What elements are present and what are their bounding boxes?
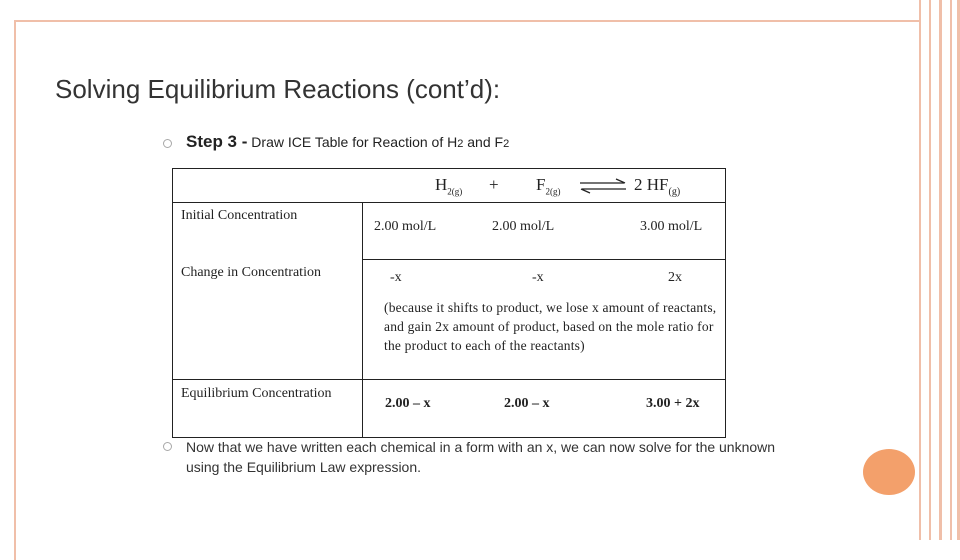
bullet-icon <box>163 139 172 148</box>
decorative-stripe <box>950 0 952 540</box>
change-f2: -x <box>532 270 544 285</box>
row-label-equilibrium: Equilibrium Concentration <box>181 386 332 401</box>
plus-sign: + <box>489 175 499 194</box>
row-label-change: Change in Concentration <box>181 265 321 280</box>
step-sub-b: 2 <box>503 138 510 150</box>
step-heading <box>186 132 509 152</box>
decorative-stripe <box>919 0 921 540</box>
initial-h2: 2.00 mol/L <box>374 219 437 234</box>
step-label: Step 3 - <box>186 132 248 151</box>
change-note: (because it shifts to product, we lose x amount of reactants, and gain 2x amount of product, based on the mole ratio for the product to each of the reactants) <box>384 300 717 353</box>
equilibrium-f2: 2.00 – x <box>504 396 550 411</box>
change-h2: -x <box>390 270 402 285</box>
initial-f2: 2.00 mol/L <box>492 219 555 234</box>
decorative-stripe <box>929 0 931 540</box>
change-hf: 2x <box>668 270 682 285</box>
equilibrium-hf: 3.00 + 2x <box>646 396 700 411</box>
decorative-stripe <box>939 0 942 540</box>
bullet-icon <box>163 442 172 451</box>
species-f2: $F_{2(g)}$ <box>536 175 561 197</box>
slide-title: Solving Equilibrium Reactions (cont’d): <box>55 74 501 104</box>
equilibrium-h2: 2.00 – x <box>385 396 431 411</box>
row-label-cell <box>172 202 363 380</box>
footnote-text: Now that we have written each chemical in a form with an x, we can now solve for the unknown using the Equilibrium Law expression. <box>186 439 776 475</box>
decorative-circle <box>863 449 915 495</box>
initial-hf: 3.00 mol/L <box>640 219 703 234</box>
step-text-b: and F <box>463 134 504 150</box>
species-hf: 2 $HF_{(g)}$ <box>634 175 681 198</box>
step-sub-a: 2 <box>457 138 464 150</box>
row-label-initial: Initial Concentration <box>181 208 298 223</box>
species-h2: $H_{2(g)}$ <box>435 175 463 197</box>
equilibrium-arrow-icon <box>578 178 628 194</box>
step-text-a: Draw ICE Table for Reaction of H <box>247 134 458 150</box>
